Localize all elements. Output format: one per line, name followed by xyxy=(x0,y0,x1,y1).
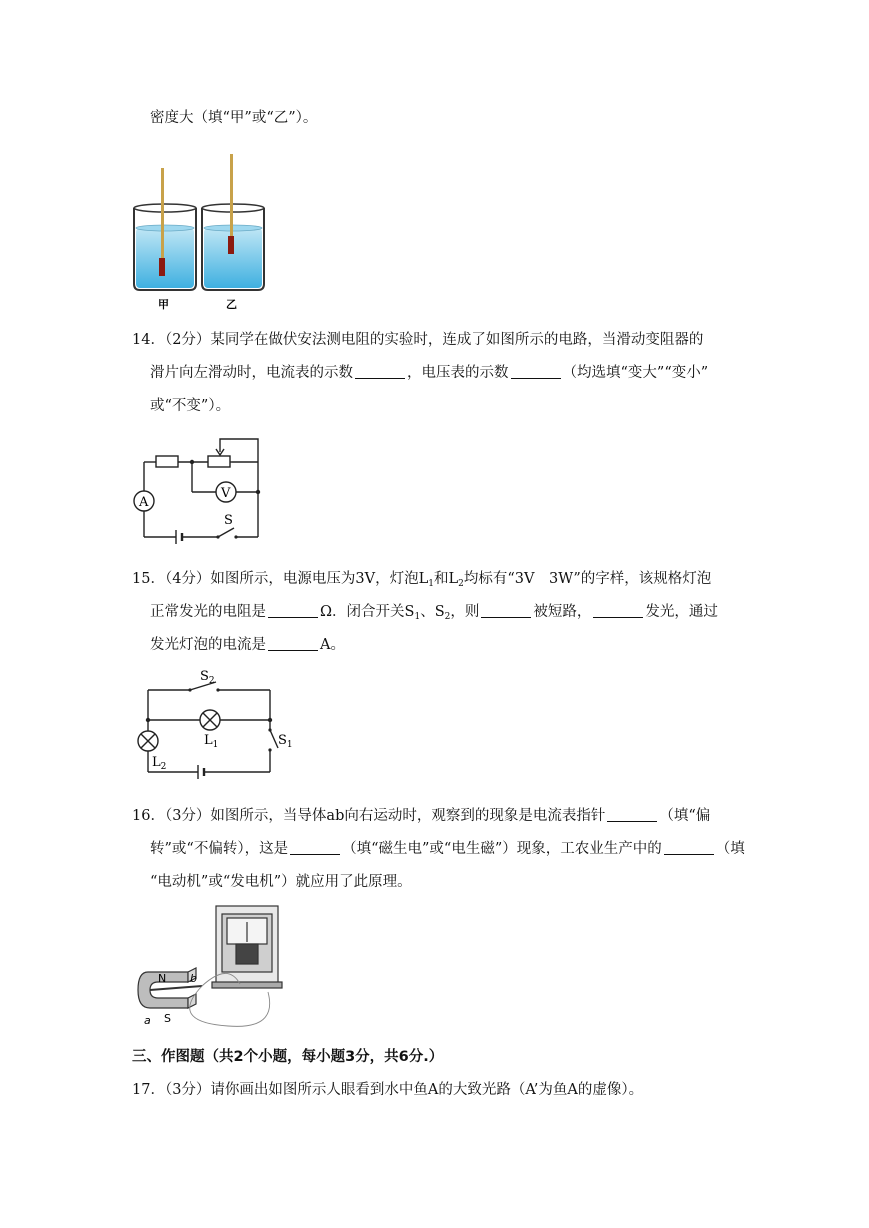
beaker-jia xyxy=(134,168,196,290)
switch-label: S xyxy=(224,513,233,528)
q16-line2: 转”或“不偏转），这是 （填“磁生电”或“电生磁”）现象，工农业生产中的 （填 xyxy=(150,841,745,857)
galvanometer xyxy=(212,906,282,988)
beakers-figure xyxy=(128,150,288,312)
section-heading: 三、作图题（共2个小题，每小题3分，共6分.） xyxy=(132,1049,444,1065)
q14-blank-2[interactable] xyxy=(511,364,561,379)
label-yi: 乙 xyxy=(226,298,237,311)
q14-line1: 14．（2分）某同学在做伏安法测电阻的实验时，连成了如图所示的电路，当滑动变阻器的 xyxy=(132,332,704,348)
svg-text:L1: $L_1$ xyxy=(204,733,219,750)
svg-text:L2: $L_2$ xyxy=(152,755,167,772)
q16-line1: 16．（3分）如图所示，当导体ab向右运动时，观察到的现象是电流表指针 （填“偏 xyxy=(132,808,711,824)
q16-blank-3[interactable] xyxy=(664,840,714,855)
q14-line2: 滑片向左滑动时，电流表的示数 ，电压表的示数 （均选填“变大”“变小” xyxy=(150,365,709,381)
q15-line1: 15．（4分）如图所示，电源电压为3V，灯泡$L_1$和$L_2$均标有“3V 3W”的字样，该规格灯泡 xyxy=(132,571,712,589)
svg-text:S1: $S_1$ xyxy=(278,733,293,750)
q16-line3: “电动机”或“发电机”）就应用了此原理。 xyxy=(150,874,412,890)
svg-text:S2: $S_2$ xyxy=(200,669,215,686)
q16-blank-2[interactable] xyxy=(290,840,340,855)
voltmeter-label: V xyxy=(221,486,231,501)
south-label: S xyxy=(164,1012,171,1025)
q16-blank-1[interactable] xyxy=(607,807,657,822)
q13-text: 密度大（填“甲”或“乙”）。 xyxy=(150,110,318,126)
beaker-yi xyxy=(202,154,264,290)
q15-blank-1[interactable] xyxy=(268,603,318,618)
q16-induction-figure xyxy=(128,902,288,1030)
q14-circuit xyxy=(128,434,268,552)
q15-line2: 正常发光的电阻是 Ω．闭合开关$S_1$、$S_2$，则 被短路， 发光，通过 xyxy=(150,604,718,622)
q15-circuit xyxy=(128,668,306,780)
q15-line3: 发光灯泡的电流是 A。 xyxy=(150,637,345,653)
north-label: N xyxy=(158,972,167,985)
ammeter-label: A xyxy=(139,495,149,510)
q15-blank-4[interactable] xyxy=(268,636,318,651)
label-jia: 甲 xyxy=(158,298,169,311)
q14-line3: 或“不变”）。 xyxy=(150,398,231,414)
q14-blank-1[interactable] xyxy=(355,364,405,379)
q17-line1: 17．（3分）请你画出如图所示人眼看到水中鱼A的大致光路（A’为鱼A的虚像）。 xyxy=(132,1082,644,1098)
a-label: a xyxy=(144,1014,151,1027)
q15-blank-3[interactable] xyxy=(593,603,643,618)
b-label: b xyxy=(190,972,197,985)
q15-blank-2[interactable] xyxy=(481,603,531,618)
